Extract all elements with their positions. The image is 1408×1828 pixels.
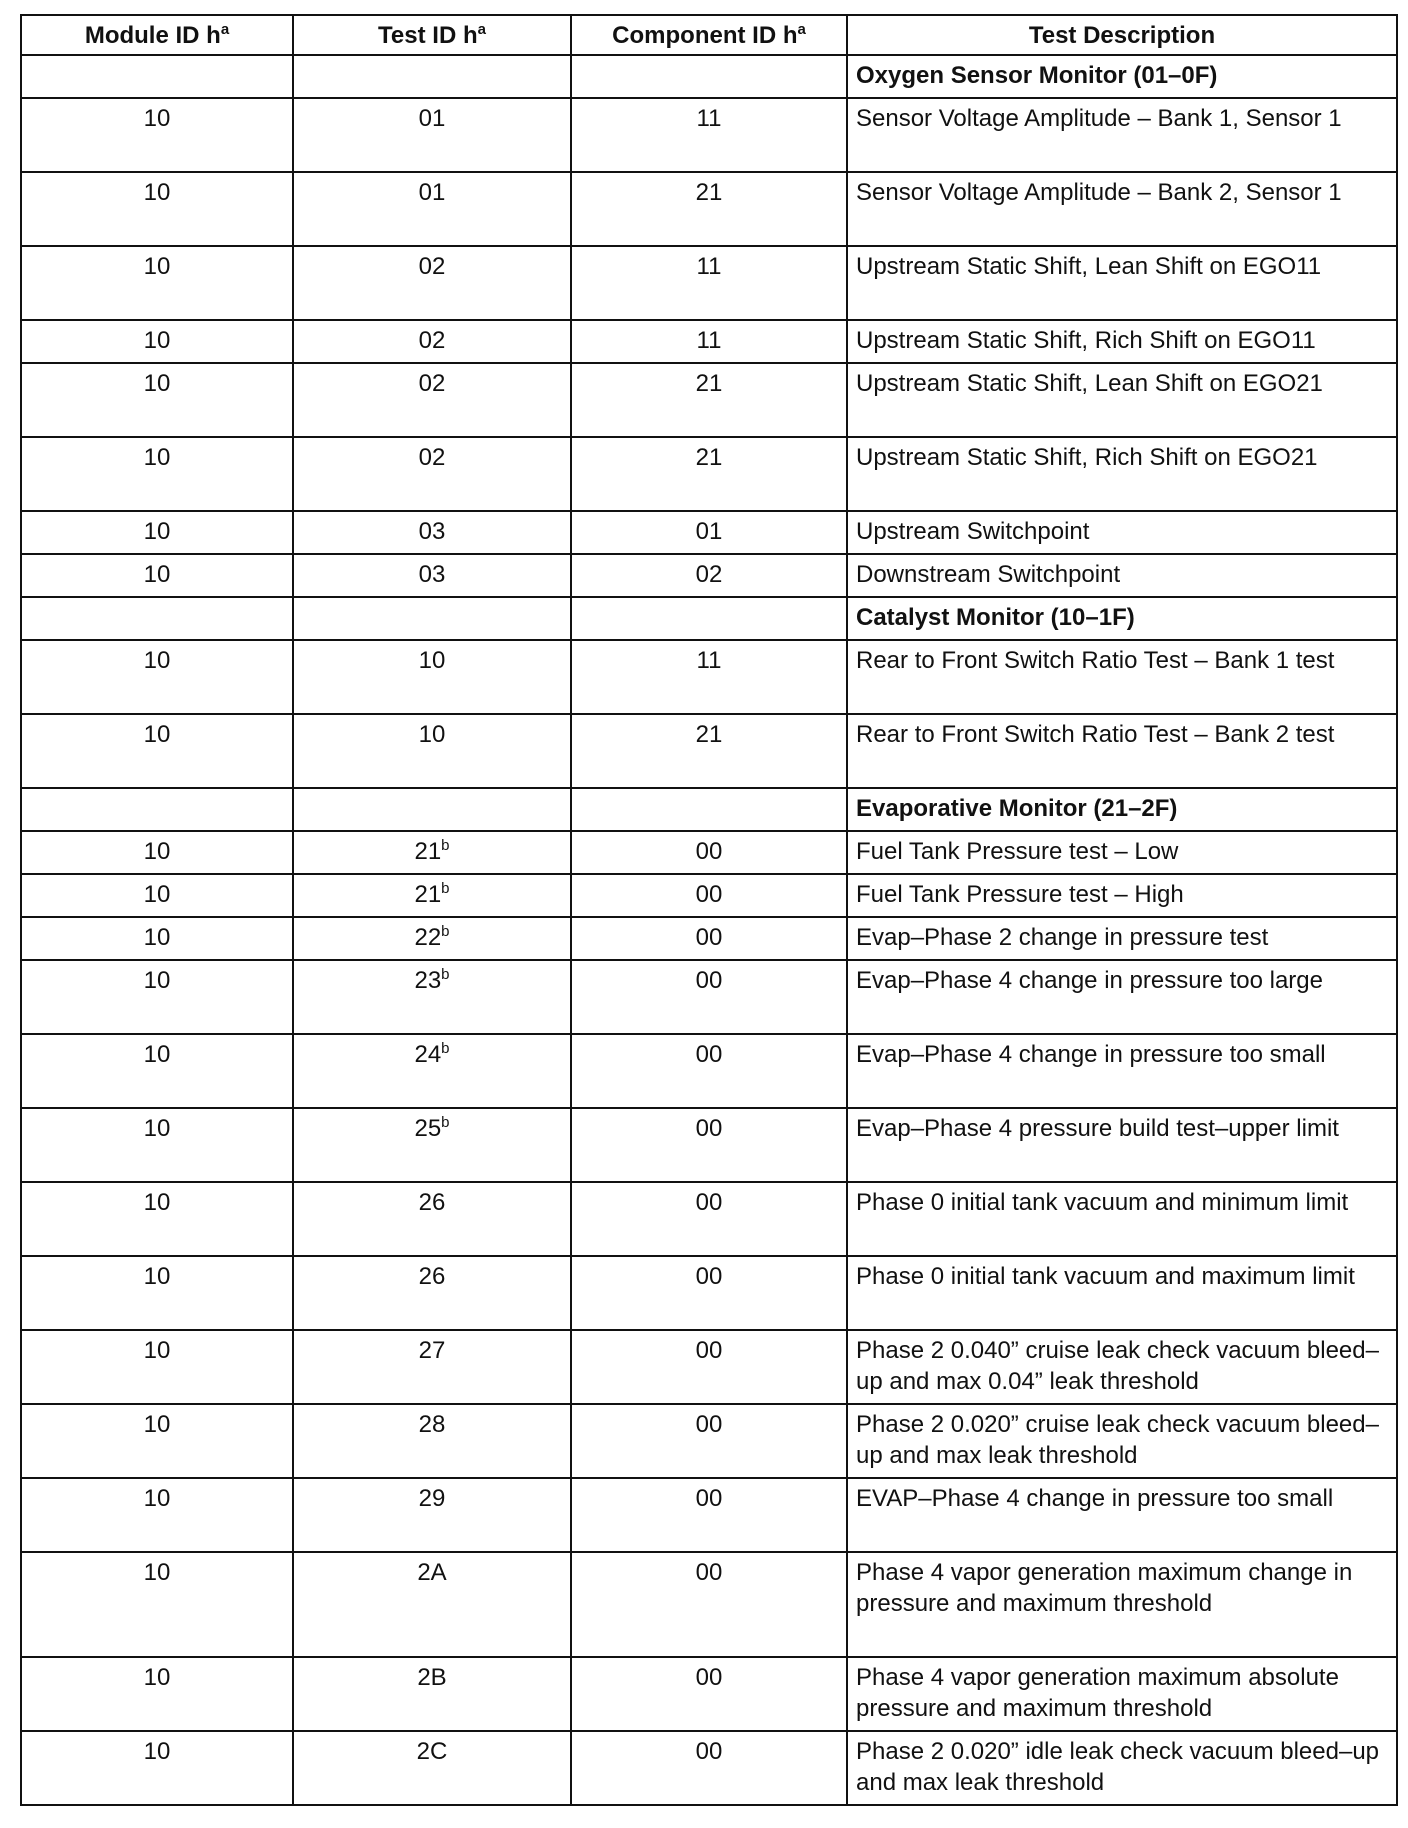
test-id-cell: 02 <box>293 320 571 363</box>
obd-test-table <box>20 14 1398 1806</box>
table-row <box>21 554 1397 597</box>
module-id-cell: 10 <box>21 1552 293 1657</box>
module-id-cell: 10 <box>21 1330 293 1404</box>
module-id-cell: 10 <box>21 917 293 960</box>
component-id-header: Component ID $h^a$ <box>571 15 847 55</box>
component-id-cell: 00 <box>571 1330 847 1404</box>
test-description-cell: Upstream Switchpoint <box>847 511 1397 554</box>
section-title: Evaporative Monitor (21–2F) <box>847 788 1397 831</box>
table-row <box>21 1330 1397 1404</box>
test-id-cell: 28 <box>293 1404 571 1478</box>
section-title: Catalyst Monitor (10–1F) <box>847 597 1397 640</box>
module-id-cell: 10 <box>21 246 293 320</box>
section-row <box>21 597 1397 640</box>
test-description-cell: Phase 0 initial tank vacuum and minimum limit <box>847 1182 1397 1256</box>
component-id-cell: 02 <box>571 554 847 597</box>
test-description-cell: Evap–Phase 4 change in pressure too small <box>847 1034 1397 1108</box>
table-row <box>21 511 1397 554</box>
test-id-cell: 26 <box>293 1256 571 1330</box>
test-id-cell: 10 <box>293 714 571 788</box>
module-id-cell: 10 <box>21 1478 293 1552</box>
component-id-cell: 00 <box>571 1404 847 1478</box>
test-description-cell: Rear to Front Switch Ratio Test – Bank 1 test <box>847 640 1397 714</box>
test-id-cell: 02 <box>293 437 571 511</box>
test-id-cell <box>293 788 571 831</box>
module-id-cell: 10 <box>21 1108 293 1182</box>
test-id-cell: 02 <box>293 363 571 437</box>
test-id-cell <box>293 55 571 98</box>
test-id-cell: 10 <box>293 640 571 714</box>
test-description-cell: EVAP–Phase 4 change in pressure too small <box>847 1478 1397 1552</box>
component-id-cell: 00 <box>571 1478 847 1552</box>
component-id-cell: 11 <box>571 98 847 172</box>
module-id-cell: 10 <box>21 640 293 714</box>
module-id-cell: 10 <box>21 960 293 1034</box>
table-row <box>21 363 1397 437</box>
component-id-cell: 00 <box>571 831 847 874</box>
test-id-cell: 03 <box>293 554 571 597</box>
test-id-cell: 2A <box>293 1552 571 1657</box>
test-id-cell: 21$^b$ <box>293 831 571 874</box>
table-row <box>21 831 1397 874</box>
module-id-header: Module ID $h^a$ <box>21 15 293 55</box>
test-id-cell: 27 <box>293 1330 571 1404</box>
module-id-cell: 10 <box>21 874 293 917</box>
module-id-cell: 10 <box>21 714 293 788</box>
module-id-cell: 10 <box>21 1256 293 1330</box>
test-description-cell: Evap–Phase 4 change in pressure too large <box>847 960 1397 1034</box>
test-id-cell: 03 <box>293 511 571 554</box>
component-id-cell: 21 <box>571 363 847 437</box>
module-id-cell: 10 <box>21 437 293 511</box>
test-description-cell: Upstream Static Shift, Lean Shift on EGO11 <box>847 246 1397 320</box>
module-id-cell: 10 <box>21 1731 293 1805</box>
test-description-cell: Sensor Voltage Amplitude – Bank 1, Sensor 1 <box>847 98 1397 172</box>
component-id-cell: 00 <box>571 960 847 1034</box>
module-id-cell <box>21 597 293 640</box>
table-row <box>21 172 1397 246</box>
table-row <box>21 320 1397 363</box>
module-id-cell: 10 <box>21 1657 293 1731</box>
test-description-cell: Sensor Voltage Amplitude – Bank 2, Sensor 1 <box>847 172 1397 246</box>
test-description-cell: Upstream Static Shift, Rich Shift on EGO21 <box>847 437 1397 511</box>
component-id-cell: 00 <box>571 1256 847 1330</box>
module-id-cell: 10 <box>21 1034 293 1108</box>
test-id-cell: 2B <box>293 1657 571 1731</box>
component-id-cell: 00 <box>571 1182 847 1256</box>
test-id-cell: 21$^b$ <box>293 874 571 917</box>
test-id-cell: 01 <box>293 98 571 172</box>
component-id-cell <box>571 788 847 831</box>
table-row <box>21 1731 1397 1805</box>
module-id-cell: 10 <box>21 98 293 172</box>
table-row <box>21 1256 1397 1330</box>
module-id-cell: 10 <box>21 172 293 246</box>
table-row <box>21 98 1397 172</box>
component-id-cell: 00 <box>571 1108 847 1182</box>
table-row <box>21 640 1397 714</box>
component-id-cell: 00 <box>571 874 847 917</box>
test-description-cell: Phase 0 initial tank vacuum and maximum limit <box>847 1256 1397 1330</box>
test-description-cell: Phase 2 0.020” cruise leak check vacuum bleed–up and max leak threshold <box>847 1404 1397 1478</box>
header-row <box>21 15 1397 55</box>
section-row <box>21 788 1397 831</box>
component-id-cell: 00 <box>571 917 847 960</box>
module-id-cell: 10 <box>21 320 293 363</box>
table-row <box>21 1404 1397 1478</box>
component-id-cell: 21 <box>571 714 847 788</box>
test-id-cell: 01 <box>293 172 571 246</box>
component-id-cell: 11 <box>571 320 847 363</box>
component-id-cell: 01 <box>571 511 847 554</box>
component-id-cell: 00 <box>571 1657 847 1731</box>
table-row <box>21 1657 1397 1731</box>
module-id-cell: 10 <box>21 511 293 554</box>
component-id-cell: 21 <box>571 172 847 246</box>
table-row <box>21 246 1397 320</box>
module-id-cell: 10 <box>21 1182 293 1256</box>
test-description-header: Test Description <box>847 15 1397 55</box>
component-id-cell: 00 <box>571 1552 847 1657</box>
test-id-cell: 26 <box>293 1182 571 1256</box>
component-id-cell: 21 <box>571 437 847 511</box>
table-row <box>21 1182 1397 1256</box>
component-id-cell: 00 <box>571 1731 847 1805</box>
test-description-cell: Evap–Phase 4 pressure build test–upper limit <box>847 1108 1397 1182</box>
test-description-cell: Phase 2 0.020” idle leak check vacuum bleed–up and max leak threshold <box>847 1731 1397 1805</box>
table-row <box>21 714 1397 788</box>
test-description-cell: Upstream Static Shift, Rich Shift on EGO11 <box>847 320 1397 363</box>
test-id-cell: 25$^b$ <box>293 1108 571 1182</box>
module-id-cell <box>21 788 293 831</box>
test-description-cell: Rear to Front Switch Ratio Test – Bank 2 test <box>847 714 1397 788</box>
test-id-cell: 24$^b$ <box>293 1034 571 1108</box>
section-title: Oxygen Sensor Monitor (01–0F) <box>847 55 1397 98</box>
test-id-cell: 02 <box>293 246 571 320</box>
test-description-cell: Phase 2 0.040” cruise leak check vacuum bleed–up and max 0.04” leak threshold <box>847 1330 1397 1404</box>
component-id-cell <box>571 55 847 98</box>
table-row <box>21 437 1397 511</box>
component-id-cell: 11 <box>571 640 847 714</box>
module-id-cell: 10 <box>21 1404 293 1478</box>
table-row <box>21 960 1397 1034</box>
test-description-cell: Downstream Switchpoint <box>847 554 1397 597</box>
table-row <box>21 1108 1397 1182</box>
section-row <box>21 55 1397 98</box>
component-id-cell: 11 <box>571 246 847 320</box>
module-id-cell: 10 <box>21 831 293 874</box>
test-id-cell <box>293 597 571 640</box>
table-row <box>21 1552 1397 1657</box>
test-description-cell: Evap–Phase 2 change in pressure test <box>847 917 1397 960</box>
test-id-cell: 23$^b$ <box>293 960 571 1034</box>
test-id-header: Test ID $h^a$ <box>293 15 571 55</box>
test-id-cell: 22$^b$ <box>293 917 571 960</box>
table-row <box>21 1478 1397 1552</box>
component-id-cell <box>571 597 847 640</box>
test-description-cell: Fuel Tank Pressure test – High <box>847 874 1397 917</box>
test-id-cell: 29 <box>293 1478 571 1552</box>
test-description-cell: Phase 4 vapor generation maximum change in pressure and maximum threshold <box>847 1552 1397 1657</box>
table-row <box>21 917 1397 960</box>
module-id-cell: 10 <box>21 554 293 597</box>
component-id-cell: 00 <box>571 1034 847 1108</box>
test-id-cell: 2C <box>293 1731 571 1805</box>
test-description-cell: Fuel Tank Pressure test – Low <box>847 831 1397 874</box>
test-description-cell: Upstream Static Shift, Lean Shift on EGO21 <box>847 363 1397 437</box>
module-id-cell: 10 <box>21 363 293 437</box>
table-row <box>21 874 1397 917</box>
test-description-cell: Phase 4 vapor generation maximum absolute pressure and maximum threshold <box>847 1657 1397 1731</box>
table-row <box>21 1034 1397 1108</box>
module-id-cell <box>21 55 293 98</box>
